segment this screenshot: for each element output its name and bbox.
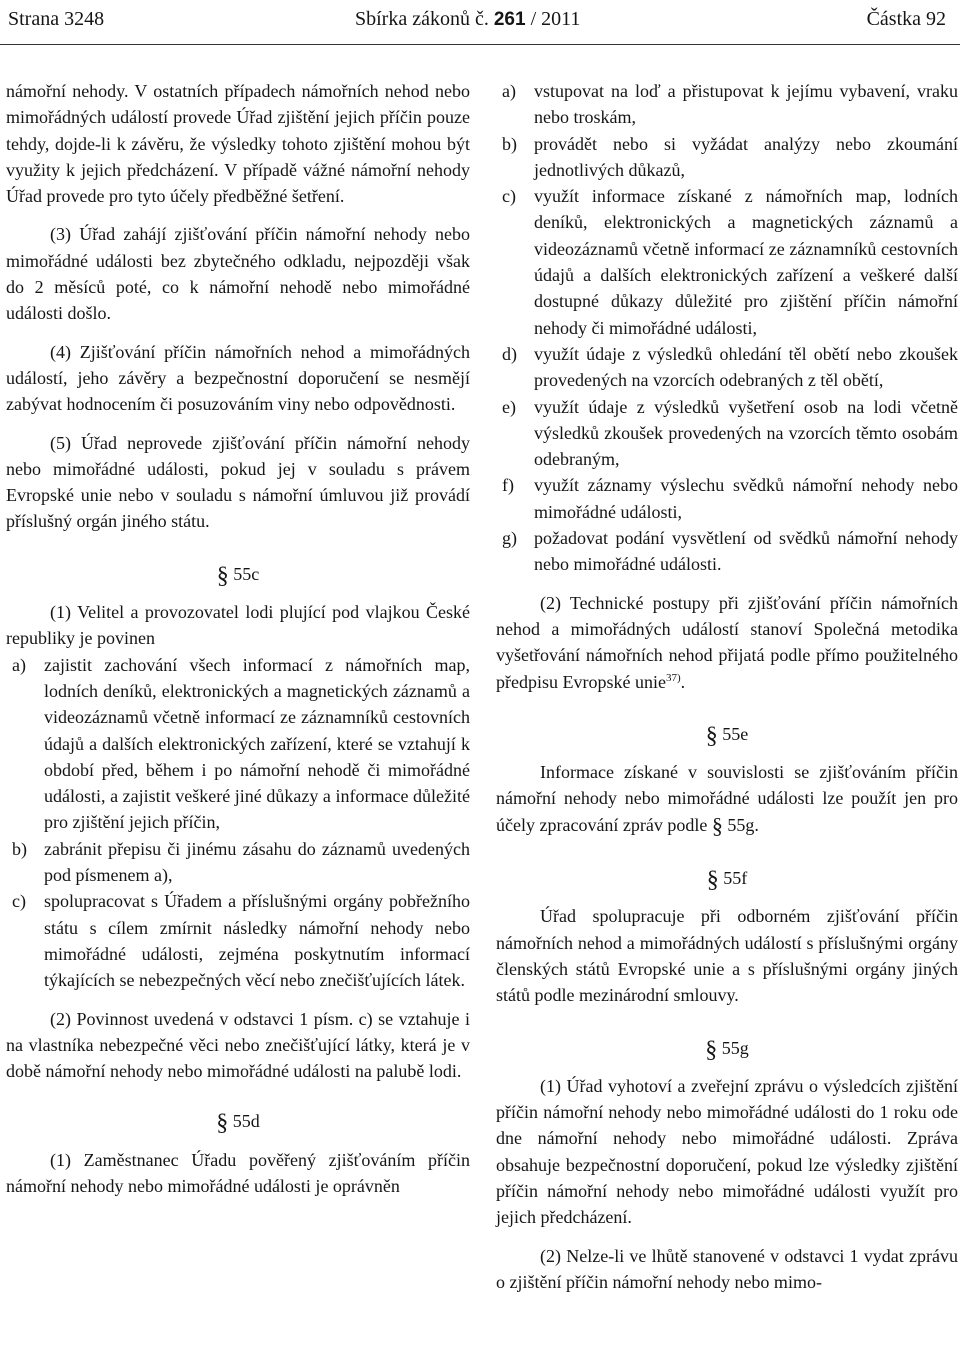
list-item <box>496 183 958 341</box>
list-item <box>496 525 958 578</box>
list-item-text: zabránit přepisu či jinému zásahu do záznamů uvedených pod písmenem a), <box>44 838 470 886</box>
section-heading-55d <box>6 1108 470 1136</box>
paragraph-end: . <box>680 671 686 692</box>
part-number: Částka 92 <box>866 8 946 30</box>
list-item-label: d) <box>502 343 517 364</box>
paragraph-text: Informace získané v souvislosti se zjišťováním příčin námořní nehody nebo mimořádné události lze použít jen pro účely zpracování zpráv podle <box>496 762 958 835</box>
section-number: 55c <box>233 563 260 584</box>
list-item-label: f) <box>502 475 514 496</box>
list-item <box>6 888 470 993</box>
list-item-text: využít informace získané z námořních map, lodních deníků, elektronických a magnetických záznamů a videozáznamů včetně informací ze záznamníků cestovních údajů a dalších elektronických zařízení a veškeré další dostupné důkazy důležité pro zjištění příčin námořní nehody či mimořádné události, <box>534 186 958 338</box>
paragraph-55d-1: (1) Zaměstnanec Úřadu pověřený zjišťováním příčin námořní nehody nebo mimořádné události je oprávněn <box>6 1149 470 1196</box>
paragraph-55g-2: (2) Nelze-li ve lhůtě stanovené v odstavci 1 vydat zprávu o zjištění příčin námořní nehody nebo mimo- <box>496 1245 958 1292</box>
paragraph-4: (4) Zjišťování příčin námořních nehod a mimořádných událostí, jeho závěry a bezpečnostní doporučení se nesmějí zabývat hodnocením či posuzováním viny nebo odpovědnosti. <box>6 341 470 415</box>
list-item-label: b) <box>12 838 27 859</box>
page-number: Strana 3248 <box>8 8 105 30</box>
list-item <box>6 836 470 889</box>
collection-prefix: Sbírka zákonů č. <box>355 8 489 30</box>
section-heading-55e <box>496 721 958 749</box>
list-item <box>496 472 958 525</box>
footnote-reference: 37) <box>665 671 681 684</box>
right-column <box>496 78 958 1295</box>
paragraph-55f: Úřad spolupracuje při odborném zjišťování příčin námořních nehod a mimořádných událostí s příslušnými orgány členských států Evropské unie a s příslušnými orgány jiných států podle mezinárodní smlouvy. <box>496 906 958 1006</box>
paragraph-continuation: námořní nehody. V ostatních případech námořních nehod nebo mimořádných událostí provede Úřad zjištění jejich příčin pouze tehdy, dojde-li k závěru, že výsledky tohoto zjištění mohou být využity k jejich předcházení. V případě vážné námořní nehody Úřad provede pro tyto účely předběžné šetření. <box>6 81 470 207</box>
section-symbol: § <box>705 722 718 749</box>
section-ref: 55g. <box>727 814 759 835</box>
list-item-text: využít údaje z výsledků ohledání těl obětí nebo zkoušek provedených na vzorcích odebraných z těl obětí, <box>534 343 958 391</box>
law-year: / 2011 <box>530 8 581 30</box>
list-item-label: c) <box>12 891 26 912</box>
list-item-text: zajistit zachování všech informací z námořních map, lodních deníků, elektronických a magnetických záznamů a videozáznamů včetně informací ze záznamníků cestovních údajů a dalších elektronických zařízení, které se vztahují k období před, během i po námořní nehodě či mimořádné události, a zajistit veškeré jiné důkazy a informace důležité pro zjištění jejich příčin, <box>44 654 470 833</box>
header-divider <box>0 44 960 45</box>
paragraph-3: (3) Úřad zahájí zjišťování příčin námořní nehody nebo mimořádné události bez zbytečného odkladu, nejpozději však do 2 měsíců poté, co k námořní nehodě nebo mimořádné události došlo. <box>6 224 470 324</box>
section-symbol: § <box>216 1110 229 1137</box>
list-item-label: e) <box>502 396 516 417</box>
section-ref-symbol: § <box>711 812 723 838</box>
list-item <box>496 78 958 131</box>
list-item-text: spolupracovat s Úřadem a příslušnými orgány pobřežního státu s cílem zmírnit následky námořní nehody nebo mimořádné události, zejména poskytnutím informací týkajících se nebezpečných věcí nebo znečišťujících látek. <box>44 891 470 991</box>
list-item <box>496 341 958 394</box>
list-item-text: vstupovat na loď a přistupovat k jejímu vybavení, vraku nebo troskám, <box>534 81 958 128</box>
section-heading-55f <box>496 865 958 893</box>
list-item-label: c) <box>502 186 516 207</box>
paragraph-55d-2 <box>496 590 958 695</box>
list-item <box>6 652 470 836</box>
paragraph-text: (2) Technické postupy při zjišťování příčin námořních nehod a mimořádných událostí stanoví Společná metodika vyšetřování námořních nehod přijatá podle přímo použitelného předpisu Evropské unie <box>496 592 958 692</box>
section-symbol: § <box>705 1036 718 1063</box>
left-column <box>6 78 470 1199</box>
paragraph-55c-2: (2) Povinnost uvedená v odstavci 1 písm. c) se vztahuje i na vlastníka nebezpečné věci nebo znečišťující látky, která je v době námořní nehody nebo mimořádné události na palubě lodi. <box>6 1008 470 1082</box>
section-number: 55g <box>721 1037 749 1058</box>
section-symbol: § <box>216 562 229 589</box>
law-number: 261 <box>493 9 526 30</box>
section-symbol: § <box>706 867 719 894</box>
page-header <box>0 0 960 38</box>
list-item-label: a) <box>502 81 516 101</box>
paragraph-55c-1: (1) Velitel a provozovatel lodi plující pod vlajkou České republiky je povinen <box>6 602 470 649</box>
list-item-text: využít údaje z výsledků vyšetření osob na lodi včetně výsledků zkoušek provedených na vzorcích těmto osobám odebraným, <box>534 396 958 470</box>
list-item-text: požadovat podání vysvětlení od svědků námořní nehody nebo mimořádné události. <box>534 528 958 575</box>
section-number: 55e <box>722 723 749 744</box>
list-item-label: g) <box>502 528 517 549</box>
paragraph-55e <box>496 759 958 839</box>
paragraph-55g-1: (1) Úřad vyhotoví a zveřejní zprávu o výsledcích zjištění příčin námořní nehody nebo mimořádné události do 1 roku ode dne námořní nehody nebo mimořádné události. Zpráva obsahuje bezpečnostní doporučení, pokud lze výsledky zjištění příčin námořní nehody nebo mimořádné události využít pro jejich předcházení. <box>496 1075 958 1228</box>
list-item-text: využít záznamy výslechu svědků námořní nehody nebo mimořádné události, <box>534 475 958 522</box>
list-item-label: a) <box>12 654 26 675</box>
paragraph-5: (5) Úřad neprovede zjišťování příčin námořní nehody nebo mimořádné události, pokud jej v souladu s právem Evropské unie nebo v souladu s námořní úmluvou již provádí příslušný orgán jiného státu. <box>6 432 470 532</box>
section-heading-55c <box>6 561 470 589</box>
section-number: 55d <box>232 1111 260 1132</box>
section-heading-55g <box>496 1035 958 1063</box>
list-item-label: b) <box>502 133 517 154</box>
collection-title <box>355 0 580 39</box>
list-item-text: provádět nebo si vyžádat analýzy nebo zkoumání jednotlivých důkazů, <box>534 133 958 180</box>
list-item <box>496 394 958 473</box>
list-item <box>496 131 958 184</box>
section-number: 55f <box>723 868 748 889</box>
